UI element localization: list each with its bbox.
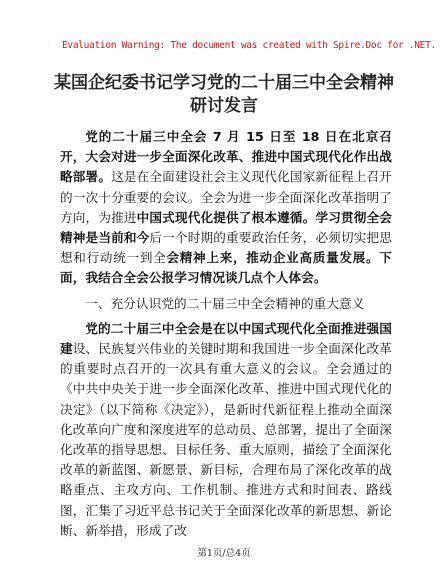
document-title (40, 72, 408, 118)
intro-bold-6: 下面，我结合全会公报学 (60, 250, 392, 286)
evaluation-warning: Evaluation Warning: The document was created with Spire.Doc for .NET. (62, 40, 436, 51)
section1-lead: 党的二十届三中全会是在以中国式现代化全面推进强国建 (60, 320, 392, 357)
intro-bold-4: 学习贯彻全会精神是当前和今 (60, 209, 393, 246)
intro-text-1: 这是在全面建设社会主义现代化国家新征程上召开的一次十分重要的会议。全会为进一步全面深化改革指明了方向，为推进 (60, 169, 392, 225)
section1-paragraph (60, 319, 392, 541)
intro-bold-3: 中国式现代化提供了根本遵循。 (136, 209, 316, 225)
document-body (60, 127, 392, 541)
intro-bold-2: 对进一步全面深化改革、推进中国式现代化作出战略部署。 (60, 149, 392, 185)
intro-bold-1: 党的二十届三中全会 7 月 15 日至 18 日在北京召开，大会 (60, 129, 392, 165)
intro-bold-7: 习情况谈几点个人体会。 (186, 270, 327, 286)
page-footer: 第1页/总4页 (197, 548, 251, 559)
section-heading-1: 一、充分认识党的二十届三中全会精神的重大意义 (85, 295, 365, 311)
intro-bold-5: 会精神上来，推动企业高质量发展。 (166, 250, 380, 266)
intro-text-2: 后一个时期的重要政治任务，必须切实把思想和行动统一到全 (60, 230, 392, 266)
intro-paragraph (60, 127, 392, 289)
title-line-1: 某国企纪委书记学习党的二十届三中全会精神 (54, 73, 394, 93)
section1-text: 设、民族复兴伟业的关键时期和我国进一步全面深化改革的重要时点召开的一次具有重大意义的会议。全会通过的《中共中央关于进一步全面深化改革、推进中国式现代化的决定》（以下简称《决定》），是新时代新征程上推动全面深化改革向广度和深度进军的总动员、总部署，提出了全面深化改革的指导思想、目标任务、重大原则，描绘了全面深化改革的新蓝图、新愿景、新目标，合理布局了深化改革的战略重点、主攻方向、工作机制、推进方式和时间表、路线图，汇集了习近平总书记关于全面深化改革的新思想、新论断、新举措，形成了改 (60, 341, 392, 538)
title-line-2: 研讨发言 (190, 96, 258, 116)
